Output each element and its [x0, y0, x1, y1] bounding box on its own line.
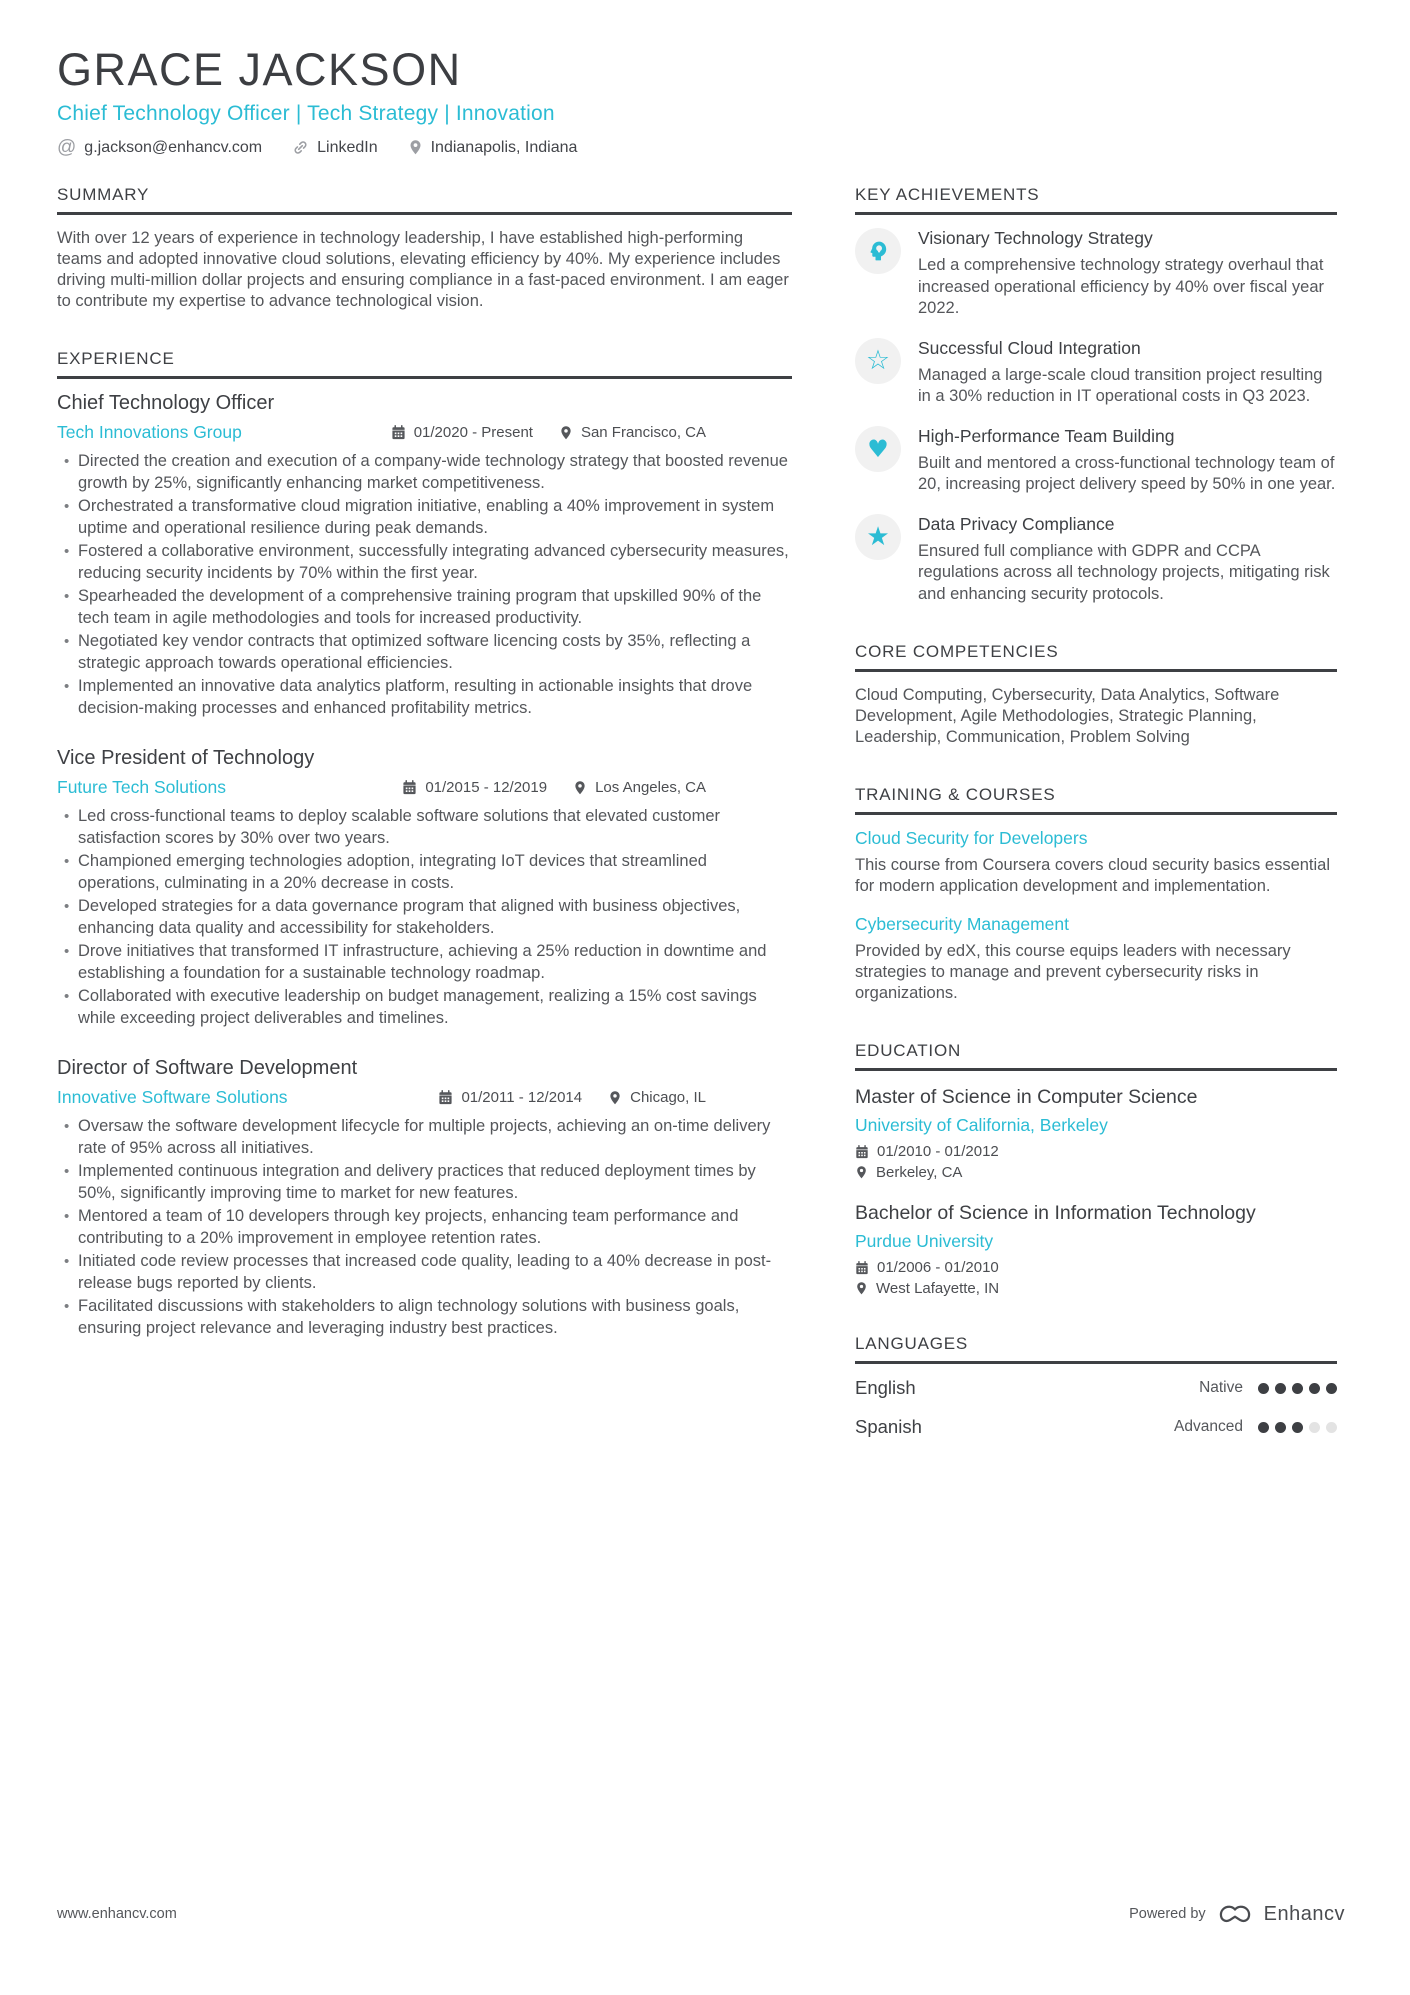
job-company: Future Tech Solutions [57, 777, 226, 798]
job-location-label: San Francisco, CA [580, 424, 706, 442]
heart-icon: ♥ [855, 426, 901, 472]
course-text: Provided by edX, this course equips leaders with necessary strategies to manage and prevent cybersecurity risks in organizations. [855, 942, 1291, 1003]
page-footer [57, 1902, 1345, 1926]
course-entry [855, 914, 1337, 1004]
job-bullets [57, 806, 792, 1029]
job-bullet: • Championed emerging technologies adoption, integrating IoT devices that streamlined operations, culminating in a 20% decrease in costs. [57, 851, 792, 894]
degree-dates [855, 1143, 1337, 1160]
degree-location [855, 1164, 1337, 1181]
job-bullet: • Implemented continuous integration and delivery practices that reduced deployment times by 50%, significantly improving time to market for new features. [57, 1161, 792, 1204]
job-entry [57, 1057, 792, 1339]
section-education [855, 1041, 1337, 1297]
achievement-title: High-Performance Team Building [918, 425, 1175, 446]
head-idea-icon [855, 228, 901, 274]
competencies-heading: CORE COMPETENCIES [855, 642, 1337, 672]
section-experience [57, 349, 792, 1339]
resume-header [0, 0, 1410, 157]
job-dates-label: 01/2015 - 12/2019 [425, 779, 548, 797]
contact-linkedin-label: LinkedIn [317, 138, 378, 156]
achievement-item [855, 514, 1337, 606]
location-pin-icon [408, 139, 423, 156]
job-bullet: • Initiated code review processes that increased code quality, leading to a 40% decrease in post-release bugs reported by clients. [57, 1251, 792, 1294]
education-heading: EDUCATION [855, 1041, 1337, 1071]
contact-row [57, 138, 1337, 157]
degree-location-label: Berkeley, CA [876, 1164, 963, 1182]
job-title: Chief Technology Officer [57, 392, 275, 415]
section-summary [57, 185, 792, 312]
location-pin-icon [608, 1090, 622, 1106]
languages-heading: LANGUAGES [855, 1334, 1337, 1364]
language-level-dots [1258, 1383, 1337, 1394]
achievement-text: Led a comprehensive technology strategy overhaul that increased operational efficiency by 40% over fiscal year 2022. [918, 256, 1324, 318]
achievement-item [855, 338, 1337, 408]
summary-text: With over 12 years of experience in technology leadership, I have established high-performing teams and adopted innovative cloud solutions, elevating efficiency by 40%. My experience includes driving multi-million dollar projects and ensuring compliance in a fast-paced environment. I am eager to contribute my expertise to advance technological vision. [57, 229, 789, 311]
job-dates-label: 01/2011 - 12/2014 [461, 1089, 583, 1107]
at-icon: @ [57, 137, 77, 159]
degree-school: University of California, Berkeley [855, 1115, 1108, 1136]
person-name: GRACE JACKSON [57, 44, 462, 95]
job-dates [391, 424, 533, 441]
contact-email-label: g.jackson@enhancv.com [84, 138, 263, 156]
contact-location [408, 139, 578, 157]
language-row [855, 1416, 1337, 1438]
job-location-label: Los Angeles, CA [595, 779, 706, 797]
language-level-dots [1258, 1422, 1337, 1433]
job-dates [438, 1089, 582, 1106]
job-entry [57, 747, 792, 1029]
job-dates-label: 01/2020 - Present [413, 424, 533, 442]
job-company: Tech Innovations Group [57, 422, 242, 443]
degree-entry [855, 1084, 1337, 1181]
course-title: Cloud Security for Developers [855, 828, 1088, 849]
calendar-icon [855, 1145, 869, 1159]
job-bullet: • Orchestrated a transformative cloud migration initiative, enabling a 40% improvement in system uptime and operational resilience during peak demands. [57, 496, 792, 539]
job-location-label: Chicago, IL [630, 1089, 706, 1107]
job-title: Vice President of Technology [57, 747, 315, 770]
calendar-icon [402, 780, 417, 795]
section-languages [855, 1334, 1337, 1438]
achievements-heading: KEY ACHIEVEMENTS [855, 185, 1337, 215]
calendar-icon [438, 1090, 453, 1105]
language-name: Spanish [855, 1416, 922, 1438]
achievement-title: Successful Cloud Integration [918, 337, 1141, 358]
competencies-text: Cloud Computing, Cybersecurity, Data Analytics, Software Development, Agile Methodologies, Strategic Planning, Leadership, Communication, Problem Solving [855, 686, 1280, 747]
calendar-icon [391, 425, 406, 440]
job-bullet: • Mentored a team of 10 developers through key projects, enhancing team performance and contributing to a 20% improvement in employee retention rates. [57, 1206, 792, 1249]
section-training-courses [855, 785, 1337, 1004]
achievement-title: Visionary Technology Strategy [918, 228, 1153, 249]
powered-by[interactable] [1129, 1902, 1345, 1926]
site-link[interactable]: www.enhancv.com [57, 1906, 177, 1922]
job-bullet: • Collaborated with executive leadership on budget management, realizing a 15% cost savings while exceeding project deliverables and timelines. [57, 986, 792, 1029]
job-location [608, 1089, 706, 1106]
job-location [559, 424, 706, 441]
location-pin-icon [559, 425, 573, 441]
location-pin-icon [855, 1281, 868, 1296]
achievement-item [855, 426, 1337, 496]
training-heading: TRAINING & COURSES [855, 785, 1337, 815]
job-title: Director of Software Development [57, 1057, 358, 1080]
degree-dates [855, 1259, 1337, 1276]
language-name: English [855, 1377, 916, 1399]
enhancv-logo-icon [1217, 1902, 1253, 1926]
achievement-title: Data Privacy Compliance [918, 513, 1115, 534]
language-level: Advanced [1174, 1418, 1243, 1436]
achievement-text: Built and mentored a cross-functional technology team of 20, increasing project delivery speed by 50% in one year. [918, 453, 1336, 494]
degree-dates-label: 01/2006 - 01/2010 [877, 1259, 999, 1277]
job-bullet: • Developed strategies for a data governance program that aligned with business objectives, enhancing data quality and accessibility for stakeholders. [57, 896, 792, 939]
experience-heading: EXPERIENCE [57, 349, 792, 379]
degree-location [855, 1280, 1337, 1297]
location-pin-icon [573, 780, 587, 796]
calendar-icon [855, 1261, 869, 1275]
section-core-competencies [855, 642, 1337, 748]
job-bullet: • Led cross-functional teams to deploy scalable software solutions that elevated customer satisfaction scores by 30% over two years. [57, 806, 792, 849]
degree-location-label: West Lafayette, IN [876, 1280, 1000, 1298]
degree-school: Purdue University [855, 1231, 994, 1252]
job-bullet: • Oversaw the software development lifecycle for multiple projects, achieving an on-time delivery rate of 95% across all initiatives. [57, 1116, 792, 1159]
language-row [855, 1377, 1337, 1399]
job-bullet: • Facilitated discussions with stakeholders to align technology solutions with business goals, ensuring project relevance and leveraging industry best practices. [57, 1296, 792, 1339]
achievement-text: Ensured full compliance with GDPR and CCPA regulations across all technology projects, mitigating risk and enhancing security protocols. [918, 541, 1330, 603]
job-bullet: • Fostered a collaborative environment, successfully integrating advanced cybersecurity measures, reducing security incidents by 70% within the first year. [57, 541, 792, 584]
job-dates [402, 779, 547, 796]
degree-title: Bachelor of Science in Information Technology [855, 1202, 1256, 1225]
job-location [573, 779, 706, 796]
course-text: This course from Coursera covers cloud security basics essential for modern application development and implementation. [855, 856, 1331, 896]
star-filled-icon: ★ [855, 514, 901, 560]
degree-title: Master of Science in Computer Science [855, 1086, 1198, 1109]
job-bullet: • Directed the creation and execution of a company-wide technology strategy that boosted revenue growth by 25%, significantly enhancing market competitiveness. [57, 451, 792, 494]
achievement-text: Managed a large-scale cloud transition project resulting in a 30% reduction in IT operational costs in Q3 2023. [918, 365, 1323, 406]
course-entry [855, 828, 1337, 897]
section-key-achievements [855, 185, 1337, 605]
contact-email[interactable] [57, 138, 262, 157]
contact-linkedin[interactable] [292, 139, 378, 157]
job-bullet: • Implemented an innovative data analytics platform, resulting in actionable insights that drove decision-making processes and enhanced profitability metrics. [57, 676, 792, 719]
star-outline-icon: ☆ [855, 338, 901, 384]
language-level: Native [1199, 1379, 1243, 1397]
degree-entry [855, 1200, 1337, 1297]
powered-by-label: Powered by [1129, 1906, 1206, 1922]
job-company: Innovative Software Solutions [57, 1087, 288, 1108]
location-pin-icon [855, 1165, 868, 1180]
person-title: Chief Technology Officer | Tech Strategy | Innovation [57, 102, 555, 126]
degree-dates-label: 01/2010 - 01/2012 [877, 1143, 999, 1161]
job-bullets [57, 1116, 792, 1339]
contact-location-label: Indianapolis, Indiana [430, 138, 578, 156]
job-entry [57, 392, 792, 719]
enhancv-brand-name: Enhancv [1263, 1902, 1345, 1925]
job-bullet: • Spearheaded the development of a comprehensive training program that upskilled 90% of the tech team in agile methodologies and tools for increased productivity. [57, 586, 792, 629]
job-bullet: • Drove initiatives that transformed IT infrastructure, achieving a 25% reduction in downtime and establishing a foundation for a sustainable technology roadmap. [57, 941, 792, 984]
job-bullets [57, 451, 792, 719]
job-bullet: • Negotiated key vendor contracts that optimized software licencing costs by 35%, reflecting a strategic approach towards operational efficiencies. [57, 631, 792, 674]
course-title: Cybersecurity Management [855, 914, 1069, 935]
link-icon [292, 139, 309, 156]
achievement-item [855, 228, 1337, 320]
summary-heading: SUMMARY [57, 185, 792, 215]
